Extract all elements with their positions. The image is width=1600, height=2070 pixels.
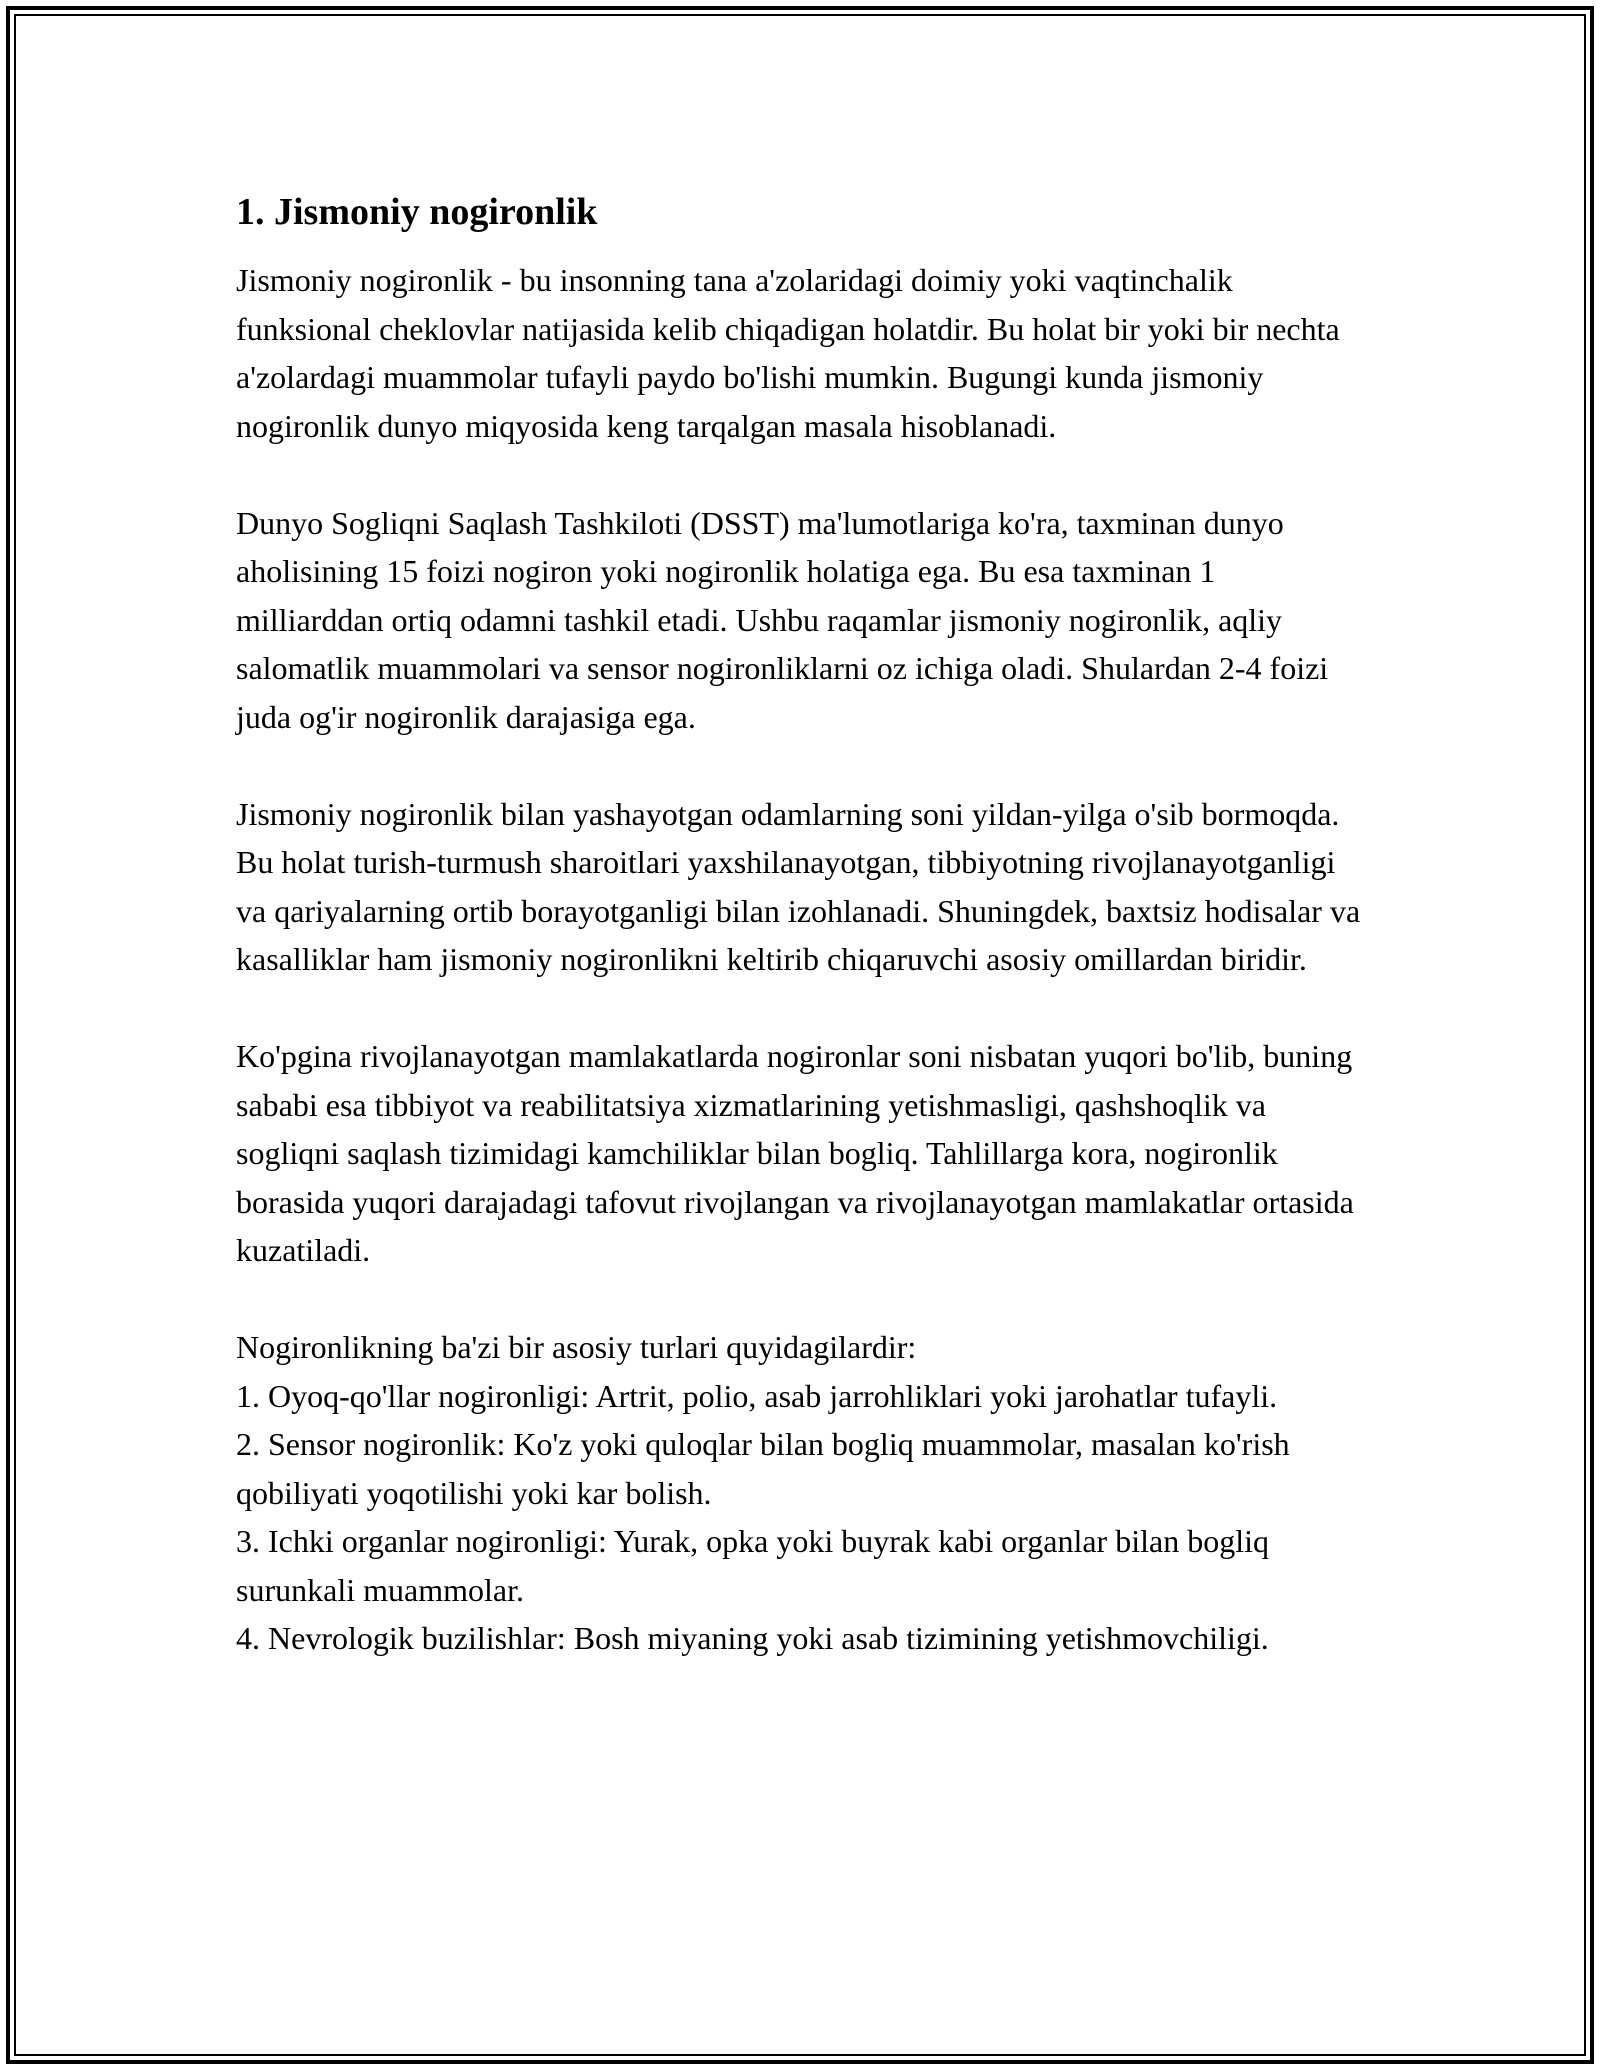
- list-item: 3. Ichki organlar nogironligi: Yurak, opka yoki buyrak kabi organlar bilan bogliq surunkali muammolar.: [236, 1523, 1269, 1608]
- document-body: [236, 188, 1366, 1663]
- list-item: 2. Sensor nogironlik: Ko'z yoki quloqlar bilan bogliq muammolar, masalan ko'rish qobiliyati yoqotilishi yoki kar bolish.: [236, 1426, 1290, 1511]
- paragraph-developing-countries: Ko'pgina rivojlanayotgan mamlakatlarda nogironlar soni nisbatan yuqori bo'lib, buning sababi esa tibbiyot va reabilitatsiya xizmatlarining yetishmasligi, qashshoqlik va sogliqni saqlash tizimidagi kamchiliklar bilan bogliq. Tahlillarga kora, nogironlik borasida yuqori darajadagi tafovut rivojlangan va rivojlanayotgan mamlakatlar ortasida kuzatiladi.: [236, 1038, 1354, 1268]
- list-item: 1. Oyoq-qo'llar nogironligi: Artrit, polio, asab jarrohliklari yoki jarohatlar tufayli.: [236, 1377, 1278, 1414]
- disability-types-list: [236, 1323, 1366, 1663]
- paragraph-definition: Jismoniy nogironlik - bu insonning tana a'zolaridagi doimiy yoki vaqtinchalik funksional cheklovlar natijasida kelib chiqadigan holatdir. Bu holat bir yoki bir nechta a'zolardagi muammolar tufayli paydo bo'lishi mumkin. Bugungi kunda jismoniy nogironlik dunyo miqyosida keng tarqalgan masala hisoblanadi.: [236, 262, 1340, 444]
- list-item: 4. Nevrologik buzilishlar: Bosh miyaning yoki asab tizimining yetishmovchiligi.: [236, 1620, 1269, 1656]
- list-intro: Nogironlikning ba'zi bir asosiy turlari quyidagilardir:: [236, 1329, 917, 1365]
- paragraph-statistics: Dunyo Sogliqni Saqlash Tashkiloti (DSST) ma'lumotlariga ko'ra, taxminan dunyo aholisining 15 foizi nogiron yoki nogironlik holatiga ega. Bu esa taxminan 1 milliarddan ortiq odamni tashkil etadi. Ushbu raqamlar jismoniy nogironlik, aqliy salomatlik muammolari va sensor nogironliklarni oz ichiga oladi. Shulardan 2-4 foizi juda og'ir nogironlik darajasiga ega.: [236, 504, 1329, 735]
- paragraph-growth: Jismoniy nogironlik bilan yashayotgan odamlarning soni yildan-yilga o'sib bormoqda. Bu holat turish-turmush sharoitlari yaxshilanayotgan, tibbiyotning rivojlanayotganligi va qariyalarning ortib borayotganligi bilan izohlanadi. Shuningdek, baxtsiz hodisalar va kasalliklar ham jismoniy nogironlikni keltirib chiqaruvchi asosiy omillardan biridir.: [236, 795, 1361, 977]
- section-heading: 1. Jismoniy nogironlik: [236, 191, 598, 233]
